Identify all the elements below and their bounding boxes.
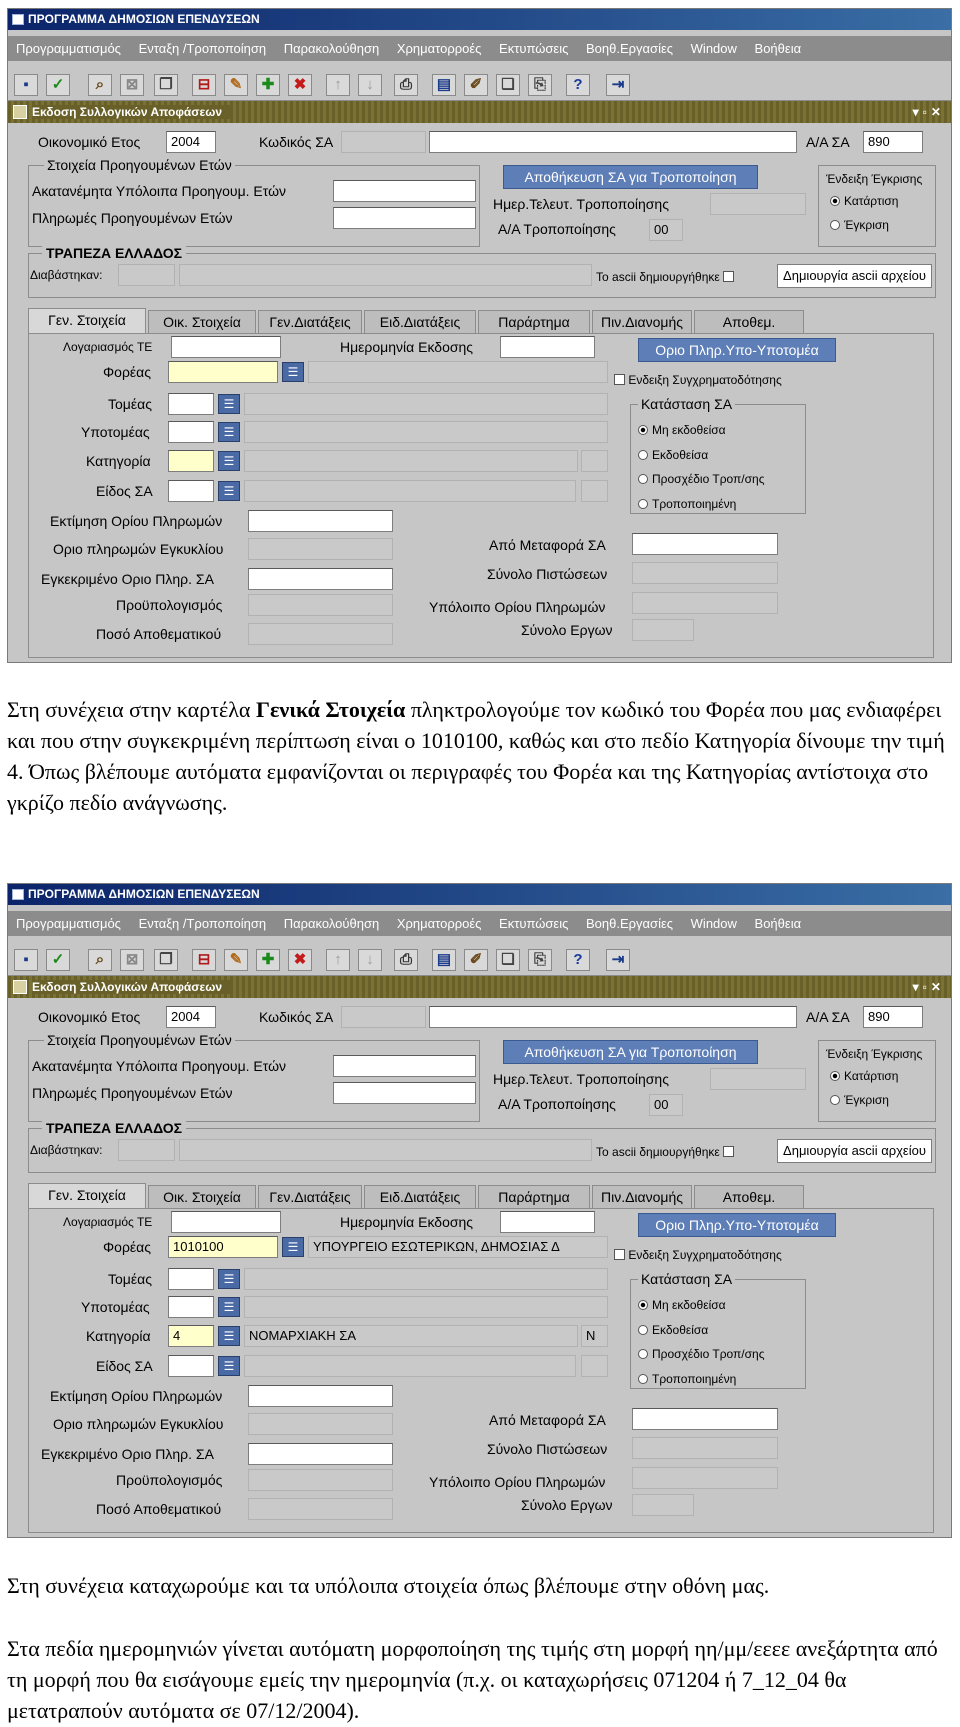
- ypotomeas-code-field[interactable]: [168, 421, 214, 443]
- katigoria-desc-field[interactable]: ΝΟΜΑΡΧΙΑΚΗ ΣΑ: [244, 1325, 578, 1347]
- copy-icon[interactable]: ❐: [154, 949, 178, 971]
- eidos-code-field[interactable]: [168, 1355, 214, 1377]
- egkekrimeno-label: Εγκεκριμένο Οριο Πληρ. ΣΑ: [41, 571, 214, 587]
- synolo-ergon-field[interactable]: [632, 619, 694, 641]
- orio-ypo-button[interactable]: Οριο Πληρ.Υπο-Υποτομέα: [638, 338, 836, 362]
- orio-egk-label: Οριο πληρωμών Εγκυκλίου: [53, 541, 224, 557]
- eidos-desc-field[interactable]: [244, 1355, 576, 1377]
- poso-apothem-label: Ποσό Αποθεματικού: [96, 626, 222, 642]
- app-title: ΠΡΟΓΡΑΜΜΑ ΔΗΜΟΣΙΩΝ ΕΠΕΝΔΥΣΕΩΝ: [28, 12, 260, 26]
- foreas-lov-icon[interactable]: ☰: [282, 1237, 304, 1257]
- katigoria-code-field[interactable]: 4: [168, 1325, 214, 1347]
- notes-icon[interactable]: ✐: [464, 74, 488, 96]
- aa-mod-field[interactable]: 00: [649, 1094, 683, 1116]
- radio-katartisi-label: Κατάρτιση: [844, 1069, 899, 1083]
- paragraph-2: Στη συνέχεια καταχωρούμε και τα υπόλοιπα στοιχεία όπως βλέπουμε στην οθόνη μας.: [7, 1573, 770, 1598]
- ypotomeas-desc-field[interactable]: [244, 421, 608, 443]
- radio-ekdotheisa-dot: [638, 1325, 648, 1335]
- app-titlebar: [8, 884, 951, 905]
- katigoria-code-field[interactable]: [168, 450, 214, 472]
- app-window-icon: [12, 14, 24, 25]
- proypol-label: Προϋπολογισμός: [116, 1472, 223, 1488]
- eidos-label: Είδος ΣΑ: [96, 483, 153, 499]
- katigoria-lov-icon[interactable]: ☰: [218, 1326, 240, 1346]
- ypoloipo-label: Υπόλοιπο Ορίου Πληρωμών: [429, 599, 606, 615]
- accept-icon[interactable]: ✓: [46, 949, 70, 971]
- save-sa-button[interactable]: Αποθήκευση ΣΑ για Τροποποίηση: [503, 165, 758, 189]
- menu-item-entaxi[interactable]: Ενταξη /Τροποποίηση: [138, 916, 267, 931]
- sa-description-field[interactable]: [429, 131, 797, 153]
- prev-years-group: [28, 1040, 480, 1122]
- aa-sa-field[interactable]: 890: [863, 1006, 923, 1028]
- tab-parartima[interactable]: Παράρτημα: [478, 310, 590, 334]
- radio-prosxedio[interactable]: [638, 472, 765, 486]
- kodikos-sa-label: Κωδικός ΣΑ: [259, 1009, 334, 1025]
- bank-title: ΤΡΑΠΕΖΑ ΕΛΛΑΔΟΣ: [42, 244, 186, 262]
- prev-years-group: [28, 165, 480, 247]
- imer-ekdosis-field[interactable]: [500, 1211, 595, 1233]
- form-titlebar: [8, 976, 951, 998]
- ascii-created-checkbox[interactable]: [723, 271, 734, 282]
- orio-egk-label: Οριο πληρωμών Εγκυκλίου: [53, 1416, 224, 1432]
- tab-parartima[interactable]: Παράρτημα: [478, 1185, 590, 1209]
- radio-katartisi[interactable]: [830, 1069, 898, 1083]
- radio-prosxedio-dot: [638, 474, 648, 484]
- apo-metafora-field[interactable]: [632, 1408, 778, 1430]
- ektimisi-field[interactable]: [248, 1385, 393, 1407]
- tomeas-desc-field[interactable]: [244, 1268, 608, 1290]
- eidos-label: Είδος ΣΑ: [96, 1358, 153, 1374]
- katigoria-extra-field[interactable]: [581, 450, 608, 472]
- ypoloipo-field[interactable]: [632, 592, 778, 614]
- radio-egkrisi-label: Έγκριση: [844, 1093, 889, 1107]
- imer-ekdosis-label: Ημερομηνία Εκδοσης: [340, 339, 474, 355]
- ypotomeas-label: Υποτομέας: [81, 424, 150, 440]
- radio-mi-ekdotheisa[interactable]: [638, 423, 726, 437]
- tab-oik-stoixeia[interactable]: Οικ. Στοιχεία: [148, 310, 256, 334]
- insert-record-icon[interactable]: ✚: [256, 74, 280, 96]
- ascii-created-text: Το ascii δημιουργήθηκε: [596, 270, 720, 284]
- eidos-extra-field[interactable]: [581, 1355, 608, 1377]
- logariasmos-field[interactable]: [171, 336, 281, 358]
- radio-prosxedio-label: Προσχέδιο Τροπ/σης: [652, 472, 765, 486]
- p1-body: πληκτρολογούμε τον κωδικό του Φορέα που μας ενδιαφέρει και που στην συγκεκριμένη περίπτωση είναι ο 1010100, καθώς και στο πεδίο Κατηγορία δίνουμε την τιμή 4. Όπως βλέπουμε αυτόματα εμφανίζονται οι περιγραφές του Φορέα και της Κατηγορίας αντίστοιχα στο γκρίζο πεδίο ανάγνωσης.: [7, 697, 945, 815]
- accept-icon[interactable]: ✓: [46, 74, 70, 96]
- katigoria-lov-icon[interactable]: ☰: [218, 451, 240, 471]
- synolo-ergon-label: Σύνολο Εργων: [521, 622, 613, 638]
- imer-ekdosis-field[interactable]: [500, 336, 595, 358]
- notes-icon[interactable]: ✐: [464, 949, 488, 971]
- radio-mi-ekdotheisa-label: Μη εκδοθείσα: [652, 423, 726, 437]
- cancel-query-icon[interactable]: ⊠: [120, 949, 144, 971]
- window-controls-icon[interactable]: ▾▫✕: [912, 105, 945, 119]
- menu-item-programmatismos[interactable]: Προγραμματισμός: [16, 916, 121, 931]
- foreas-desc-field[interactable]: [308, 361, 608, 383]
- sa-description-field[interactable]: [429, 1006, 797, 1028]
- tomeas-code-field[interactable]: [168, 1268, 214, 1290]
- radio-prosxedio-label: Προσχέδιο Τροπ/σης: [652, 1347, 765, 1361]
- exit-icon[interactable]: ⇥: [606, 949, 630, 971]
- synchr-text: Ενδειξη Συγχρηματοδότησης: [628, 373, 782, 387]
- radio-ekdotheisa-dot: [638, 450, 648, 460]
- radio-tropopoiimeni-dot: [638, 499, 648, 509]
- oik-etos-label: Οικονομικό Ετος: [38, 134, 141, 150]
- aa-mod-label: Α/Α Τροποποίησης: [498, 1096, 616, 1112]
- apo-metafora-label: Από Μεταφορά ΣΑ: [489, 1412, 606, 1428]
- delete-icon[interactable]: ⊟: [192, 74, 216, 96]
- passed-label: Διαβάστηκαν:: [30, 268, 103, 282]
- tab-apothem[interactable]: Αποθεμ.: [694, 1185, 804, 1209]
- menu-item-ektyposeis[interactable]: Εκτυπώσεις: [499, 916, 569, 931]
- radio-ekdotheisa-label: Εκδοθείσα: [652, 1323, 709, 1337]
- last-mod-label: Ημερ.Τελευτ. Τροποποίησης: [493, 196, 669, 212]
- aa-sa-label: Α/Α ΣΑ: [806, 134, 850, 150]
- delete-icon[interactable]: ⊟: [192, 949, 216, 971]
- eidos-lov-icon[interactable]: ☰: [218, 1356, 240, 1376]
- proypol-field[interactable]: [248, 1469, 393, 1491]
- paragraph-1: [7, 694, 953, 818]
- tab-oik-stoixeia[interactable]: Οικ. Στοιχεία: [148, 1185, 256, 1209]
- p1-bold-term: Γενικά Στοιχεία: [255, 697, 406, 722]
- toolbar: [8, 944, 951, 976]
- katigoria-label: Κατηγορία: [86, 453, 151, 469]
- help-icon[interactable]: ?: [566, 949, 590, 971]
- next-icon[interactable]: ↓: [358, 949, 382, 971]
- app-window-icon: [12, 889, 24, 900]
- foreas-lov-icon[interactable]: ☰: [282, 362, 304, 382]
- menu-item-ektyposeis[interactable]: Εκτυπώσεις: [499, 41, 569, 56]
- aa-mod-label: Α/Α Τροποποίησης: [498, 221, 616, 237]
- synolo-pist-field[interactable]: [632, 562, 778, 584]
- tab-gen-diataxeis[interactable]: Γεν.Διατάξεις: [258, 1185, 362, 1209]
- copy-icon[interactable]: ❐: [154, 74, 178, 96]
- katigoria-label: Κατηγορία: [86, 1328, 151, 1344]
- radio-katartisi-dot: [830, 1071, 840, 1081]
- synolo-ergon-label: Σύνολο Εργων: [521, 1497, 613, 1513]
- tab-pin-dianomis[interactable]: Πιν.Διανομής: [592, 310, 692, 334]
- form-title: Εκδοση Συλλογικών Αποφάσεων: [32, 105, 230, 119]
- orio-egk-field[interactable]: [248, 538, 393, 560]
- menu-bar: [8, 911, 951, 936]
- query-icon[interactable]: ⌕: [88, 949, 112, 971]
- radio-katartisi[interactable]: [830, 194, 898, 208]
- last-mod-field[interactable]: [710, 1068, 806, 1090]
- radio-ekdotheisa-label: Εκδοθείσα: [652, 448, 709, 462]
- foreas-label: Φορέας: [103, 364, 152, 380]
- oik-etos-field[interactable]: 2004: [166, 131, 216, 153]
- menu-item-voith-ergasies[interactable]: Βοηθ.Εργασίες: [586, 916, 674, 931]
- pliromes-label: Πληρωμές Προηγουμένων Ετών: [32, 1085, 233, 1101]
- approval-title: Ένδειξη Έγκρισης: [826, 1047, 923, 1061]
- prev-years-title: Στοιχεία Προηγουμένων Ετών: [44, 1032, 235, 1048]
- radio-tropopoiimeni-label: Τροποποιημένη: [652, 1372, 737, 1386]
- poso-apothem-field[interactable]: [248, 623, 393, 645]
- copy-record-icon[interactable]: ❏: [496, 949, 520, 971]
- prev-years-title: Στοιχεία Προηγουμένων Ετών: [44, 157, 235, 173]
- synolo-pist-field[interactable]: [632, 1437, 778, 1459]
- ascii-created-text: Το ascii δημιουργήθηκε: [596, 1145, 720, 1159]
- passed-desc-field[interactable]: [179, 264, 592, 286]
- proypol-label: Προϋπολογισμός: [116, 597, 223, 613]
- ascii-created-checkbox[interactable]: [723, 1146, 734, 1157]
- foreas-desc-field[interactable]: ΥΠΟΥΡΓΕΙΟ ΕΣΩΤΕΡΙΚΩΝ, ΔΗΜΟΣΙΑΣ Δ: [308, 1236, 608, 1258]
- passed-field[interactable]: [118, 1139, 175, 1161]
- radio-prosxedio[interactable]: [638, 1347, 765, 1361]
- previous-icon[interactable]: ↑: [326, 74, 350, 96]
- tab-apothem[interactable]: Αποθεμ.: [694, 310, 804, 334]
- edit-icon[interactable]: ✎: [224, 74, 248, 96]
- status-title: Κατάσταση ΣΑ: [638, 396, 735, 412]
- status-title: Κατάσταση ΣΑ: [638, 1271, 735, 1287]
- approval-title: Ένδειξη Έγκρισης: [826, 172, 923, 186]
- imer-ekdosis-label: Ημερομηνία Εκδοσης: [340, 1214, 474, 1230]
- eidos-desc-field[interactable]: [244, 480, 576, 502]
- form-window-icon: [13, 980, 27, 994]
- egkekrimeno-label: Εγκεκριμένο Οριο Πληρ. ΣΑ: [41, 1446, 214, 1462]
- menu-item-help[interactable]: Βοήθεια: [754, 41, 802, 56]
- save-icon[interactable]: ▪: [14, 949, 38, 971]
- bank-title: ΤΡΑΠΕΖΑ ΕΛΛΑΔΟΣ: [42, 1119, 186, 1137]
- menu-item-entaxi[interactable]: Ενταξη /Τροποποίηση: [138, 41, 267, 56]
- egkekrimeno-field[interactable]: [248, 1443, 393, 1465]
- print-icon[interactable]: ⎙: [394, 74, 418, 96]
- pliromes-field[interactable]: [333, 207, 476, 229]
- screenshot-form-empty: [7, 8, 952, 663]
- paste-icon[interactable]: ⎘: [528, 949, 552, 971]
- menu-item-parakolouthisi[interactable]: Παρακολούθηση: [283, 916, 380, 931]
- radio-egkrisi[interactable]: [830, 1093, 889, 1107]
- akatan-label: Ακατανέμητα Υπόλοιπα Προηγουμ. Ετών: [32, 1058, 287, 1074]
- window-controls-icon[interactable]: ▾▫✕: [912, 980, 945, 994]
- kodikos-sa-field[interactable]: [341, 1006, 426, 1028]
- create-ascii-button[interactable]: Δημιουργία ascii αρχείου: [777, 1139, 932, 1163]
- menu-item-programmatismos[interactable]: Προγραμματισμός: [16, 41, 121, 56]
- ypoloipo-label: Υπόλοιπο Ορίου Πληρωμών: [429, 1474, 606, 1490]
- tomeas-desc-field[interactable]: [244, 393, 608, 415]
- menu-item-help[interactable]: Βοήθεια: [754, 916, 802, 931]
- radio-mi-ekdotheisa-dot: [638, 1300, 648, 1310]
- synolo-pist-label: Σύνολο Πιστώσεων: [487, 566, 608, 582]
- query-icon[interactable]: ⌕: [88, 74, 112, 96]
- next-icon[interactable]: ↓: [358, 74, 382, 96]
- akatan-field[interactable]: [333, 180, 476, 202]
- akatan-field[interactable]: [333, 1055, 476, 1077]
- exit-icon[interactable]: ⇥: [606, 74, 630, 96]
- radio-egkrisi-label: Έγκριση: [844, 218, 889, 232]
- ypotomeas-code-field[interactable]: [168, 1296, 214, 1318]
- print-icon[interactable]: ⎙: [394, 949, 418, 971]
- menu-item-parakolouthisi[interactable]: Παρακολούθηση: [283, 41, 380, 56]
- orio-egk-field[interactable]: [248, 1413, 393, 1435]
- app-titlebar: [8, 9, 951, 30]
- pliromes-label: Πληρωμές Προηγουμένων Ετών: [32, 210, 233, 226]
- menu-item-chrimatorroes[interactable]: Χρηματορροές: [396, 916, 482, 931]
- menu-item-window[interactable]: Window: [690, 41, 737, 56]
- app-title: ΠΡΟΓΡΑΜΜΑ ΔΗΜΟΣΙΩΝ ΕΠΕΝΔΥΣΕΩΝ: [28, 887, 260, 901]
- report-icon[interactable]: ▤: [432, 74, 456, 96]
- foreas-code-field[interactable]: 1010100: [168, 1236, 278, 1258]
- tab-gen-stoixeia[interactable]: Γεν. Στοιχεία: [28, 1183, 146, 1209]
- radio-katartisi-label: Κατάρτιση: [844, 194, 899, 208]
- insert-record-icon[interactable]: ✚: [256, 949, 280, 971]
- logariasmos-field[interactable]: [171, 1211, 281, 1233]
- akatan-label: Ακατανέμητα Υπόλοιπα Προηγουμ. Ετών: [32, 183, 287, 199]
- tab-eid-diataxeis[interactable]: Ειδ.Διατάξεις: [364, 310, 476, 334]
- radio-egkrisi[interactable]: [830, 218, 889, 232]
- form-title: Εκδοση Συλλογικών Αποφάσεων: [32, 980, 230, 994]
- oik-etos-label: Οικονομικό Ετος: [38, 1009, 141, 1025]
- aa-sa-label: Α/Α ΣΑ: [806, 1009, 850, 1025]
- ektimisi-label: Εκτίμηση Ορίου Πληρωμών: [50, 513, 223, 529]
- screenshot-form-filled: [7, 883, 952, 1538]
- ascii-created-label: [596, 1143, 734, 1161]
- ypoloipo-field[interactable]: [632, 1467, 778, 1489]
- kodikos-sa-field[interactable]: [341, 131, 426, 153]
- katigoria-desc-field[interactable]: [244, 450, 578, 472]
- ypotomeas-lov-icon[interactable]: ☰: [218, 422, 240, 442]
- radio-prosxedio-dot: [638, 1349, 648, 1359]
- radio-egkrisi-dot: [830, 1095, 840, 1105]
- create-ascii-button[interactable]: Δημιουργία ascii αρχείου: [777, 264, 932, 288]
- radio-tropopoiimeni-label: Τροποποιημένη: [652, 497, 737, 511]
- ypotomeas-lov-icon[interactable]: ☰: [218, 1297, 240, 1317]
- oik-etos-field[interactable]: 2004: [166, 1006, 216, 1028]
- last-mod-label: Ημερ.Τελευτ. Τροποποίησης: [493, 1071, 669, 1087]
- apo-metafora-field[interactable]: [632, 533, 778, 555]
- radio-mi-ekdotheisa-dot: [638, 425, 648, 435]
- synolo-ergon-field[interactable]: [632, 1494, 694, 1516]
- help-icon[interactable]: ?: [566, 74, 590, 96]
- tab-gen-stoixeia[interactable]: Γεν. Στοιχεία: [28, 308, 146, 334]
- ektimisi-label: Εκτίμηση Ορίου Πληρωμών: [50, 1388, 223, 1404]
- report-icon[interactable]: ▤: [432, 949, 456, 971]
- tab-gen-diataxeis[interactable]: Γεν.Διατάξεις: [258, 310, 362, 334]
- copy-record-icon[interactable]: ❏: [496, 74, 520, 96]
- tab-pin-dianomis[interactable]: Πιν.Διανομής: [592, 1185, 692, 1209]
- radio-tropopoiimeni-dot: [638, 1374, 648, 1384]
- paste-icon[interactable]: ⎘: [528, 74, 552, 96]
- ypotomeas-label: Υποτομέας: [81, 1299, 150, 1315]
- menu-item-voith-ergasies[interactable]: Βοηθ.Εργασίες: [586, 41, 674, 56]
- ektimisi-field[interactable]: [248, 510, 393, 532]
- apo-metafora-label: Από Μεταφορά ΣΑ: [489, 537, 606, 553]
- form-titlebar: [8, 101, 951, 123]
- eidos-extra-field[interactable]: [581, 480, 608, 502]
- radio-katartisi-dot: [830, 196, 840, 206]
- tomeas-lov-icon[interactable]: ☰: [218, 1269, 240, 1289]
- logariasmos-label: Λογαριασμός ΤΕ: [63, 340, 153, 354]
- egkekrimeno-field[interactable]: [248, 568, 393, 590]
- kodikos-sa-label: Κωδικός ΣΑ: [259, 134, 334, 150]
- tomeas-lov-icon[interactable]: ☰: [218, 394, 240, 414]
- radio-tropopoiimeni[interactable]: [638, 1372, 736, 1386]
- save-icon[interactable]: ▪: [14, 74, 38, 96]
- delete-record-icon[interactable]: ✖: [288, 949, 312, 971]
- synolo-pist-label: Σύνολο Πιστώσεων: [487, 1441, 608, 1457]
- synchr-label: [614, 371, 782, 389]
- cancel-query-icon[interactable]: ⊠: [120, 74, 144, 96]
- radio-tropopoiimeni[interactable]: [638, 497, 736, 511]
- p1-intro: Στη συνέχεια στην καρτέλα: [7, 697, 256, 722]
- menu-item-window[interactable]: Window: [690, 916, 737, 931]
- poso-apothem-field[interactable]: [248, 1498, 393, 1520]
- aa-sa-field[interactable]: 890: [863, 131, 923, 153]
- synchr-checkbox[interactable]: [614, 1249, 625, 1260]
- menu-item-chrimatorroes[interactable]: Χρηματορροές: [396, 41, 482, 56]
- tab-eid-diataxeis[interactable]: Ειδ.Διατάξεις: [364, 1185, 476, 1209]
- synchr-text: Ενδειξη Συγχρηματοδότησης: [628, 1248, 782, 1262]
- radio-mi-ekdotheisa[interactable]: [638, 1298, 726, 1312]
- last-mod-field[interactable]: [710, 193, 806, 215]
- save-sa-button[interactable]: Αποθήκευση ΣΑ για Τροποποίηση: [503, 1040, 758, 1064]
- foreas-label: Φορέας: [103, 1239, 152, 1255]
- eidos-lov-icon[interactable]: ☰: [218, 481, 240, 501]
- logariasmos-label: Λογαριασμός ΤΕ: [63, 1215, 153, 1229]
- radio-ekdotheisa[interactable]: [638, 448, 708, 462]
- ascii-created-label: [596, 268, 734, 286]
- proypol-field[interactable]: [248, 594, 393, 616]
- paragraph-3: Στα πεδία ημερομηνιών γίνεται αυτόματη μορφοποίηση της τιμής στη μορφή ηη/μμ/εεεε ανεξάρτητα από τη μορφή που θα εισάγουμε εμείς την ημερομηνία (π.χ. οι καταχωρήσεις 071204 ή 7_12_04 θα μετατραπούν αυτόματα σε 07/12/2004).: [7, 1636, 938, 1723]
- radio-mi-ekdotheisa-label: Μη εκδοθείσα: [652, 1298, 726, 1312]
- delete-record-icon[interactable]: ✖: [288, 74, 312, 96]
- pliromes-field[interactable]: [333, 1082, 476, 1104]
- poso-apothem-label: Ποσό Αποθεματικού: [96, 1501, 222, 1517]
- previous-icon[interactable]: ↑: [326, 949, 350, 971]
- tomeas-label: Τομέας: [108, 396, 152, 412]
- radio-egkrisi-dot: [830, 220, 840, 230]
- passed-label: Διαβάστηκαν:: [30, 1143, 103, 1157]
- toolbar: [8, 69, 951, 101]
- ypotomeas-desc-field[interactable]: [244, 1296, 608, 1318]
- synchr-label: [614, 1246, 782, 1264]
- edit-icon[interactable]: ✎: [224, 949, 248, 971]
- radio-ekdotheisa[interactable]: [638, 1323, 708, 1337]
- synchr-checkbox[interactable]: [614, 374, 625, 385]
- menu-bar: [8, 36, 951, 61]
- passed-desc-field[interactable]: [179, 1139, 592, 1161]
- eidos-code-field[interactable]: [168, 480, 214, 502]
- aa-mod-field[interactable]: 00: [649, 219, 683, 241]
- form-window-icon: [13, 105, 27, 119]
- orio-ypo-button[interactable]: Οριο Πληρ.Υπο-Υποτομέα: [638, 1213, 836, 1237]
- passed-field[interactable]: [118, 264, 175, 286]
- tomeas-code-field[interactable]: [168, 393, 214, 415]
- katigoria-extra-field[interactable]: Ν: [581, 1325, 608, 1347]
- foreas-code-field[interactable]: [168, 361, 278, 383]
- tomeas-label: Τομέας: [108, 1271, 152, 1287]
